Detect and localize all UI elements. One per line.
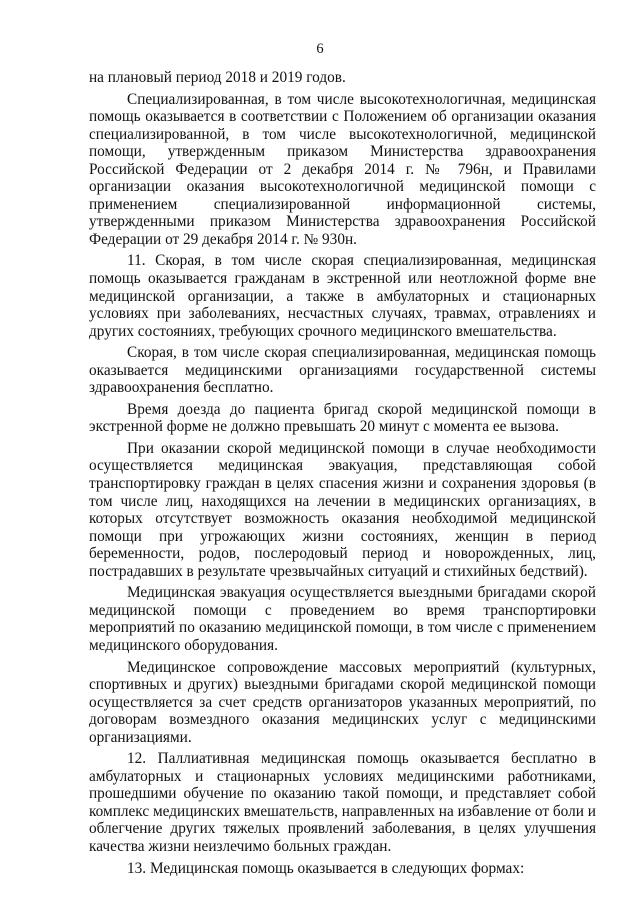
paragraph-medical-evacuation: При оказании скорой медицинской помощи в случае необходимости осуществляется медицинская эвакуация, представляющая собой транспортировку граждан в целях спасения жизни и сохранения здоровья (в том числе лиц, находящихся на лечении в медицинских организациях, в которых отсутствует возможность оказания необходимой медицинской помощи при угрожающих жизни состояниях, женщин в период беременности, родов, послеродовый период и новорожденных, лиц, пострадавших в результате чрезвычайных ситуаций и стихийных бедствий). <box>89 439 596 580</box>
paragraph-emergency-free: Скорая, в том числе скорая специализированная, медицинская помощь оказывается медицинскими организациями государственной системы здравоохранения бесплатно. <box>89 344 596 397</box>
paragraph-mass-events: Медицинское сопровождение массовых мероприятий (культурных, спортивных и других) выездными бригадами скорой медицинской помощи осуществляется за счет средств организаторов указанных мероприятий, по договорам возмездного оказания медицинских услуг с медицинскими организациями. <box>89 658 596 746</box>
paragraph-evacuation-brigades: Медицинская эвакуация осуществляется выездными бригадами скорой медицинской помощи с проведением во время транспортировки мероприятий по оказанию медицинской помощи, в том числе с применением медицинского оборудования. <box>89 584 596 654</box>
paragraph-item-12-palliative-care: 12. Паллиативная медицинская помощь оказывается бесплатно в амбулаторных и стационарных условиях медицинскими работниками, прошедшими обучение по оказанию такой помощи, и представляет собой комплекс медицинских вмешательств, направленных на избавление от боли и облегчение других тяжелых проявлений заболевания, в целях улучшения качества жизни неизлечимо больных граждан. <box>89 750 596 855</box>
page-number: 6 <box>316 41 324 57</box>
paragraph-item-11-emergency-care: 11. Скорая, в том числе скорая специализированная, медицинская помощь оказывается гражданам в экстренной или неотложной форме вне медицинской организации, а также в амбулаторных и стационарных условиях при заболеваниях, несчастных случаях, травмах, отравлениях и других состояниях, требующих срочного медицинского вмешательства. <box>89 252 596 340</box>
paragraph-arrival-time: Время доезда до пациента бригад скорой медицинской помощи в экстренной форме не должно превышать 20 минут с момента ее вызова. <box>89 400 596 436</box>
paragraph-specialized-care: Специализированная, в том числе высокотехнологичная, медицинская помощь оказывается в соответствии с Положением об организации оказания специализированной, в том числе высокотехнологичной, медицинской помощи, утвержденным приказом Министерства здравоохранения Российской Федерации от 2 декабря 2014 г. № 796н, и Правилами организации оказания высокотехнологичной медицинской помощи с применением специализированной информационной системы, утвержденными приказом Министерства здравоохранения Российской Федерации от 29 декабря 2014 г. № 930н. <box>89 90 596 248</box>
paragraph-item-13-forms: 13. Медицинская помощь оказывается в следующих формах: <box>127 859 525 877</box>
paragraph-continuation: на плановый период 2018 и 2019 годов. <box>89 69 346 86</box>
page-body <box>89 69 596 877</box>
